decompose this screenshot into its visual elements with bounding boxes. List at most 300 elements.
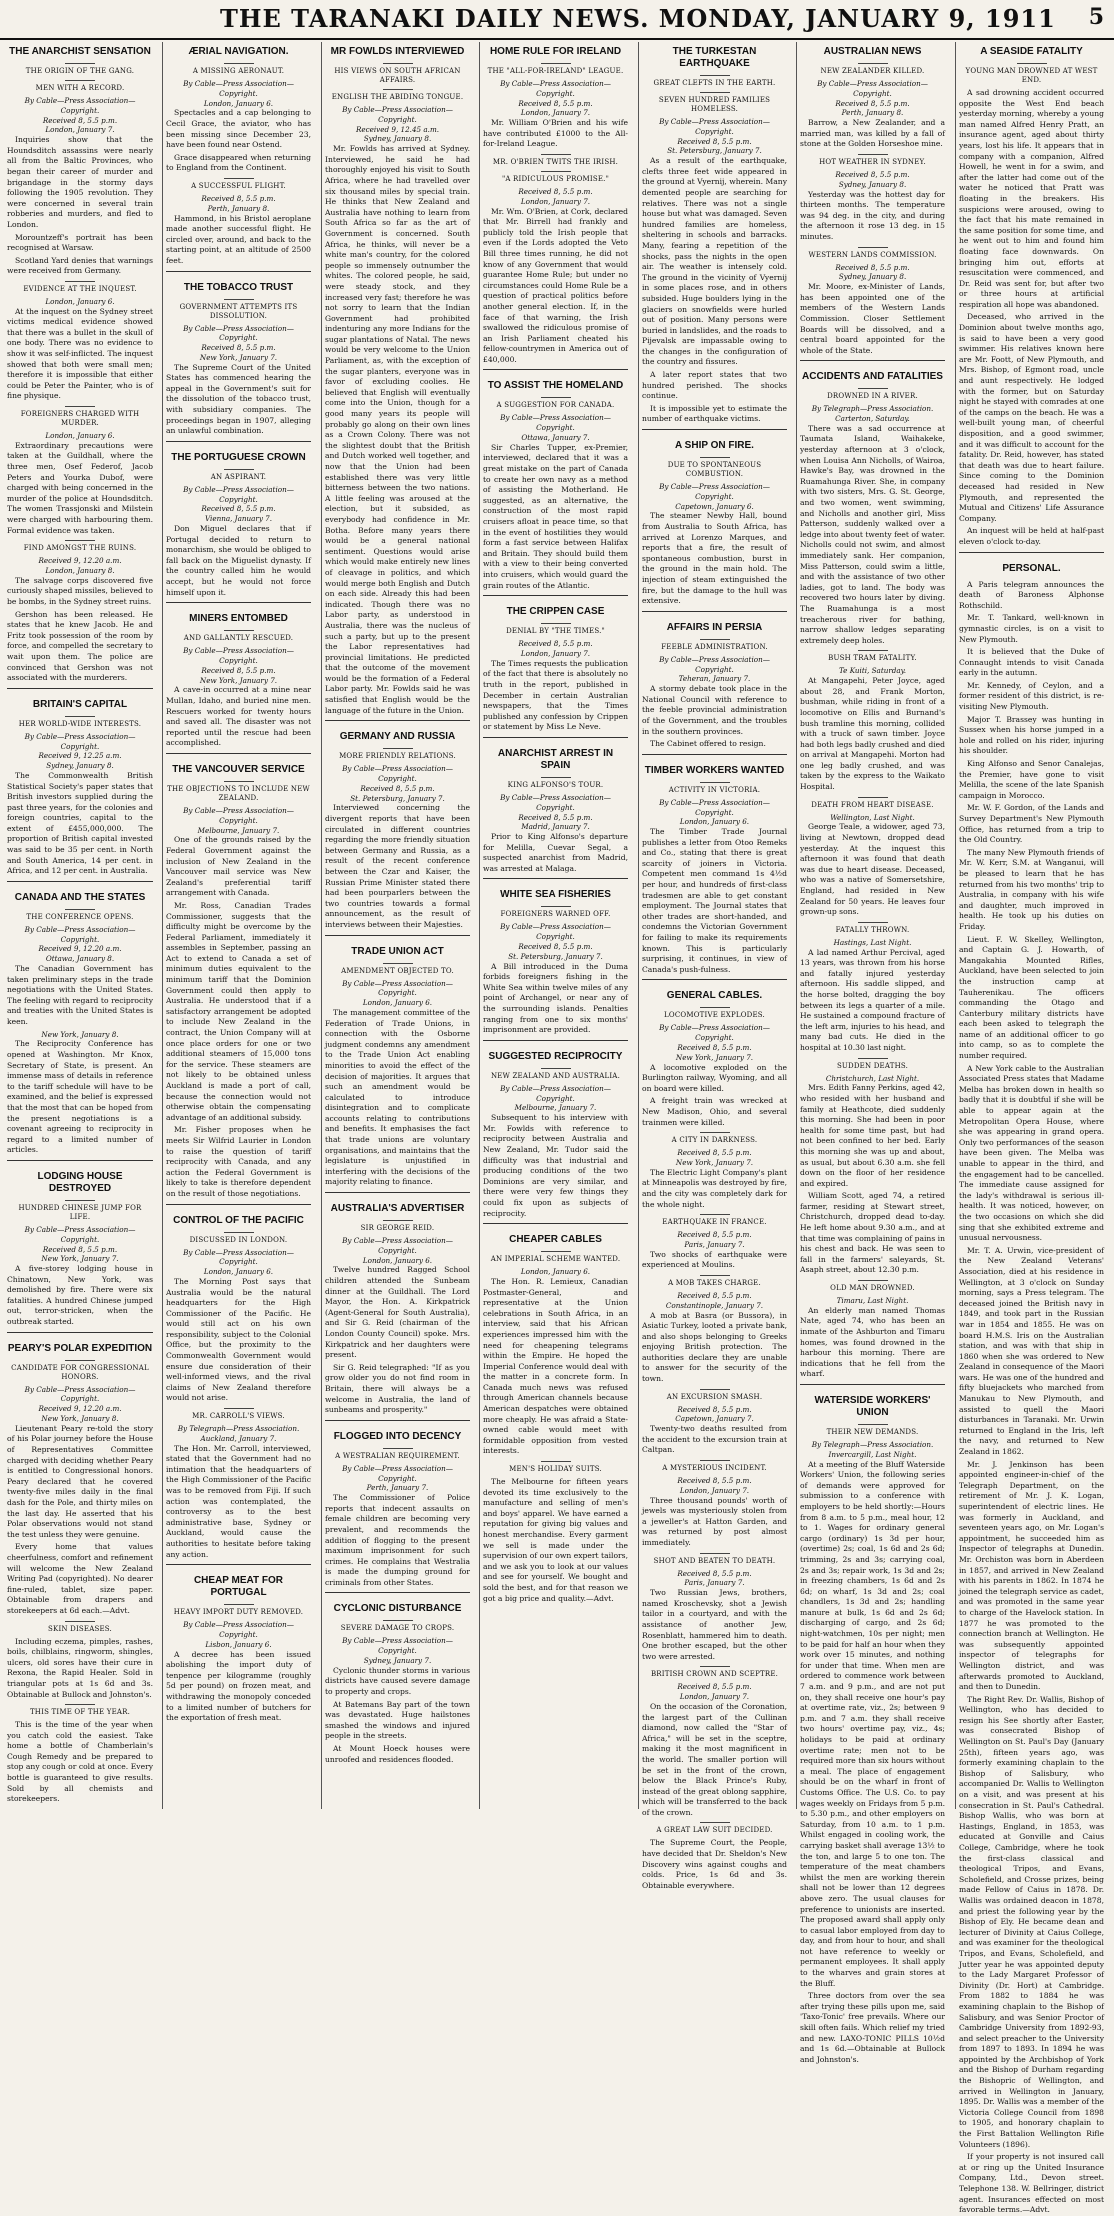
article-paragraph: Lieutenant Peary re-told the story of his Polar journey before the House of Representatives Committee charged with deciding whether Peary is entitled to Congressional honors. Peary declared that he covered twenty-five miles daily in the final dash for the Pole, and thirty miles on the last day. He asserted that his Polar observations would not stand the test unless they were genuine. <box>7 1423 153 1539</box>
article-dateline: By Cable—Press Association—Copyright. <box>659 1023 770 1043</box>
article-dateline: Received 8, 5.5 p.m. <box>835 98 910 108</box>
article-headline: PEARY'S POLAR EXPEDITION <box>7 1342 153 1354</box>
article-paragraph: A five-storey lodging house in Chinatown, New York, was demolished by fire. There were six fatalities. A hundred Chinese jumped out, terror-stricken, when the outbreak started. <box>7 1264 153 1327</box>
article-paragraph: The Electric Light Company's plant at Minneapolis was destroyed by fire, and the city was completely dark for the whole night. <box>642 1167 787 1209</box>
article-subheading: DISCUSSED IN LONDON. <box>166 1232 311 1245</box>
article <box>325 1192 470 1416</box>
article-paragraph: As a result of the earthquake, clefts three feet wide appeared in the ground at Vyernij, wherein. Many demented people are searching for relatives. There was not a single house but what was damaged. Seven hundred families are homeless, sheltering in schools and barracks. Many, fearing a repetition of the shocks, pass the nights in the open air. The weather is intensely cold. The ground in the vicinity of Vyernij in some places rose, and in others subsided. Huge boulders lying in the glaciers on snowfields were hurled out of position. Many persons were buried in landslides, and the roads to Pijevalsk are impassable owing to the changes in the configuration of the country and fissures. <box>642 156 787 367</box>
article-headline: TIMBER WORKERS WANTED <box>644 764 785 776</box>
page-number: 5 <box>1088 4 1104 30</box>
article-paragraph: Don Miguel declares that if Portugal decided to return to monarchism, she would be obliged to fall back on the Miguelist dynasty. If the country called him he would accept, but he would not force himself upon it. <box>166 524 311 597</box>
article-subheading: THE OBJECTIONS TO INCLUDE NEW ZEALAND. <box>166 781 311 803</box>
article-paragraph: The Morning Post says that Australia would be the natural headquarters for the High Commissioner of the Pacific. He would still act on his own responsibility, subject to the Colonial Office, but the proximity to the Commonwealth Government would ensure due consideration of their well-informed views, and the rival claims of New Zealand therefore would not arise. <box>166 1276 311 1403</box>
article-dateline: London, January 7. <box>679 1485 750 1495</box>
article-dateline: Carterton, Saturday. <box>835 414 910 424</box>
article-dateline: London, January 6. <box>203 1267 274 1277</box>
article-dateline: Constantinople, January 7. <box>665 1300 764 1310</box>
article-dateline: By Cable—Press Association—Copyright. <box>183 646 294 665</box>
article-headline: THE TOBACCO TRUST <box>183 281 294 293</box>
article-dateline: Sydney, January 8. <box>838 272 907 282</box>
article-paragraph: An inquest will be held at half-past eleven o'clock to-day. <box>959 526 1104 546</box>
article <box>166 753 311 1200</box>
article-subheading: GREAT CLEFTS IN THE EARTH. <box>642 75 787 88</box>
article-dateline: New York, January 7. <box>675 1157 754 1167</box>
article <box>483 46 628 365</box>
article <box>800 360 945 1380</box>
article-subheading: AND GALLANTLY RESCUED. <box>166 630 311 643</box>
article-subheading: EVIDENCE AT THE INQUEST. <box>7 281 153 294</box>
article-paragraph: Twenty-two deaths resulted from the accident to the excursion train at Caltpan. <box>642 1424 787 1455</box>
article-paragraph: Major T. Brassey was hunting in Sussex when his horse jumped in a hole and rolled on his rider, injuring his shoulder. <box>959 714 1104 756</box>
article-dateline: New York, January 7. <box>199 675 278 685</box>
article <box>959 552 1104 2216</box>
article-dateline: Paris, January 7. <box>684 1239 745 1249</box>
article-dateline: Received 8, 5.5 p.m. <box>677 1682 752 1692</box>
article-paragraph: Sir G. Reid telegraphed: "If as you grow older you do not find room in Britain, there will always be a welcome in Australia, the land of sunbeams and prosperity." <box>325 1362 470 1415</box>
article-paragraph: At Mangapehi, Peter Joyce, aged about 28, and Frank Morton, bushman, while riding in front of a locomotive on Ellis and Burnand's bush tramline this morning, collided with a truck of sawn timber. Joyce had both legs badly crushed and died on arrival at Mangapehi. Morton had one leg badly crushed, and was taken by the express to the Waikato Hospital. <box>800 676 945 792</box>
article-dateline: New York, January 7. <box>675 1052 754 1062</box>
article-paragraph: Morountzeff's portrait has been recognised at Warsaw. <box>7 232 153 253</box>
article-paragraph: Every home that values cheerfulness, comfort and refinement will welcome the New Zealand Writing Pad (copyrighted). No dearer fine-ruled, tablet, size paper. Obtainable from drapers and storekeepers at 6d each.—Advt. <box>7 1542 153 1615</box>
article-paragraph: Mrs. Edith Fanny Perkins, aged 42, who resided with her husband and family at Heathcote, died suddenly this morning. She had been in poor health for some time past, but had not been confined to her bed. Early this morning she was up and about, as usual, but about 6.30 a.m. she fell down on the floor of her residence and expired. <box>800 1083 945 1188</box>
article-subheading: NEW ZEALAND AND AUSTRALIA. <box>483 1068 628 1081</box>
article-headline: CONTROL OF THE PACIFIC <box>173 1214 304 1226</box>
column-7 <box>955 42 1107 2215</box>
article-subheading: HOT WEATHER IN SYDNEY. <box>800 154 945 167</box>
article-paragraph: A New York cable to the Australian Associated Press states that Madame Melba has broken down in health so badly that it is doubtful if she will be able to appear again at the Metropolitan Opera House, where she was appearing in grand opera. Only two performances of the season have been given. The Melba was unable to appear in the third, and the engagement had to be cancelled. The immediate cause assigned for the lady's withdrawal is serious ill-health. It was noticed, however, on the two occasions on which she did sing that she exhibited extreme and unusual nervousness. <box>959 1063 1104 1243</box>
article-subheading: SEVEN HUNDRED FAMILIES HOMELESS. <box>642 92 787 114</box>
article-dateline: Sydney, January 8. <box>363 134 432 144</box>
article <box>483 1223 628 1604</box>
article-subheading: HER WORLD-WIDE INTERESTS. <box>7 716 153 729</box>
article-dateline: Ottawa, January 7. <box>521 433 590 443</box>
article-dateline: Capetown, January 6. <box>675 501 754 511</box>
article-paragraph: Gershon has been released. He states that he knew Jacob. He and Fritz took possession of the room by force, and compelled the secretary to wait upon them. The police are convinced that Gershon was not associated with the murderers. <box>7 609 153 683</box>
article-paragraph: Mr. Kennedy, of Ceylon, and a former resident of this district, is re-visiting New Plymouth. <box>959 680 1104 712</box>
article-subheading: SIR GEORGE REID. <box>325 1220 470 1233</box>
article-subheading: MEN WITH A RECORD. <box>7 80 153 93</box>
article-headline: CHEAP MEAT FOR PORTUGAL <box>193 1575 284 1599</box>
article-headline: THE VANCOUVER SERVICE <box>172 763 305 775</box>
article <box>483 595 628 733</box>
article-subheading: ENGLISH THE ABIDING TONGUE. <box>325 89 470 102</box>
article-headline: THE CRIPPEN CASE <box>506 606 605 618</box>
article-paragraph: Prior to King Alfonso's departure for Melilla, Cuevar Segal, a suspected anarchist from Madrid, was arrested at Malaga. <box>483 832 628 873</box>
article-dateline: St. Petersburg, January 7. <box>508 951 603 961</box>
article <box>325 1420 470 1589</box>
article-subheading: HUNDRED CHINESE JUMP FOR LIFE. <box>7 1200 153 1222</box>
article-dateline: Received 8, 5.5 p.m. <box>677 136 752 146</box>
article-dateline: Sydney, January 8. <box>46 761 114 771</box>
article <box>325 720 470 930</box>
article-dateline: Received 8, 5.5 p.m. <box>518 186 593 196</box>
article-paragraph: This is the time of the year when you catch cold the easiest. Take home a bottle of Chamberlain's Cough Remedy and be prepared to stop any cough or cold at once. Every bottle is guaranteed to give results. Sold by all chemists and storekeepers. <box>7 1720 153 1804</box>
article-dateline: Sydney, January 7. <box>363 1656 432 1666</box>
article-paragraph: Including eczema, pimples, rashes, boils, chilblains, ringworm, shingles, ulcers, old sores have their cure in Rexona, the Rapid Healer. Sold in triangular pots at 1s 6d and 3s. Obtainable at Bullock and Johnston's. <box>7 1636 153 1699</box>
article-paragraph: There was a sad occurrence at Taumata Island, Waihakeke, yesterday afternoon at 3 o'clock, when Louisa Ann Nicholls, of Wairoa, Hawke's Bay, was drowned in the Ruamahunga River. She, in company with two sisters, Mrs. G. St. George, and two women, went swimming, and Nicholls and another girl, Miss Patterson, suddenly walked over a ledge into about twenty feet of water. Nicholls could not swim, and almost immediately sank. Her companion, Miss Patterson, could swim a little, and with the assistance of two other ladies, got to land. The body was recovered two hours later by diving. The Ruamahunga is a most treacherous river for bathing, narrow shallow ledges separating extremely deep holes. <box>800 423 945 645</box>
article-paragraph: The Cabinet offered to resign. <box>650 739 766 749</box>
article-paragraph: King Alfonso and Senor Canalejas, the Premier, have gone to visit Melilla, the scene of the late Spanish campaign in Morocco. <box>959 759 1104 800</box>
article-paragraph: A later report states that two hundred perished. The shocks continue. <box>642 370 787 401</box>
article-subheading: WESTERN LANDS COMMISSION. <box>800 247 945 260</box>
article-dateline: By Cable—Press Association—Copyright. <box>342 978 453 998</box>
article-dateline: Melbourne, January 7. <box>197 825 280 835</box>
article-subheading: A CITY IN DARKNESS. <box>642 1132 787 1145</box>
article-paragraph: A sad drowning accident occurred opposite the West End beach yesterday morning, whereby a young man named Alfred Henry Pratt, an insurance agent, aged about thirty years, lost his life. It appears that in company with a companion, Alfred Howell, he went in for a swim, and after the latter had come out of the water he noticed that Pratt was floating in the breakers. His suspicions were aroused, owing to the fact that his mate remained in the same position for some time, and he went out to him and found him floating face downwards. On bringing him out, efforts at resuscitation were commenced, and Dr. Reid was sent for, but after two or three hours at artificial respiration all hope was abandoned. <box>959 88 1104 309</box>
article-paragraph: Subsequent to his interview with Mr. Fowlds with reference to reciprocity between Australia and New Zealand, Mr. Tudor said the difficulty was that industrial and producing conditions of the two Dominions are very similar, and there were very few things they could fix upon as subjects of reciprocity. <box>483 1113 628 1218</box>
article-dateline: Sydney, January 8. <box>838 179 907 189</box>
article-subheading: EARTHQUAKE IN FRANCE. <box>642 1214 787 1227</box>
article-dateline: Received 8, 5.5 p.m. <box>42 115 118 125</box>
article-headline: FLOGGED INTO DECENCY <box>333 1430 462 1442</box>
article-headline: THE TURKESTAN EARTHQUAKE <box>672 46 757 69</box>
article-subheading: A MOB TAKES CHARGE. <box>642 1275 787 1288</box>
article-paragraph: Hammond, in his Bristol aeroplane made another successful flight. He circled over, around, and back to the starting point, at an altitude of 2500 feet. <box>166 213 311 265</box>
article <box>800 1384 945 2065</box>
article-subheading: THEIR NEW DEMANDS. <box>800 1424 945 1437</box>
article-paragraph: On the occasion of the Coronation, the largest part of the Cullinan diamond, now called the "Star of Africa," will be set in the sceptre, making it the most magnificent in the world. The smaller portion will be set in the front of the crown, below the Black Prince's Ruby, instead of the great oblong sapphire, which will be transferred to the back of the crown. <box>642 1701 787 1817</box>
article-dateline: By Cable—Press Association—Copyright. <box>183 484 294 504</box>
article-dateline: Perth, January 8. <box>841 108 904 118</box>
article-dateline: New York, January 8. <box>41 1029 119 1039</box>
article-headline: ACCIDENTS AND FATALITIES <box>802 371 943 383</box>
newspaper-title: THE TARANAKI DAILY NEWS. MONDAY, JANUARY 9, 1911 <box>220 4 1056 33</box>
article-subheading: THE CONFERENCE OPENS. <box>7 909 153 922</box>
article-dateline: Received 8, 5.5 p.m. <box>835 169 910 179</box>
article-subheading: BUSH TRAM FATALITY. <box>800 650 945 663</box>
article-dateline: By Cable—Press Association—Copyright. <box>817 79 928 98</box>
article-paragraph: Barrow, a New Zealander, and a married man, was killed by a fall of stone at the Golden Horseshoe mine. <box>800 118 945 149</box>
column-6 <box>796 42 948 2064</box>
newspaper-columns <box>0 42 1114 2215</box>
article-dateline: Received 8, 5.5 p.m. <box>677 1404 752 1414</box>
column-2 <box>162 42 314 1809</box>
article-paragraph: A locomotive exploded on the Burlington railway, Wyoming, and all on board were killed. <box>642 1062 787 1093</box>
article-subheading: GOVERNMENT ATTEMPTS ITS DISSOLUTION. <box>166 299 311 321</box>
article-paragraph: Spectacles and a cap belonging to Cecil Grace, the aviator, who has been missing since December 23, have been found near Ostend. <box>166 108 311 150</box>
article-headline: GENERAL CABLES. <box>666 990 763 1002</box>
article-subheading: CANDIDATE FOR CONGRESSIONAL HONORS. <box>7 1360 153 1382</box>
article-paragraph: Cyclonic thunder storms in various districts have caused severe damage to property and crops. <box>325 1665 470 1697</box>
article-subheading: SEVERE DAMAGE TO CROPS. <box>325 1620 470 1633</box>
article-paragraph: A mob at Basra (or Bussora), in Asiatic Turkey, looted a private bank, and also shops belonging to Greeks enjoying British protection. The authorities declare they are unable to answer for the security of the town. <box>642 1310 787 1384</box>
article <box>642 429 787 607</box>
article-headline: THE PORTUGUESE CROWN <box>171 451 306 463</box>
article-subheading: MORE FRIENDLY RELATIONS. <box>325 748 470 761</box>
column-4 <box>479 42 631 1809</box>
article-paragraph: Lieut. F. W. Skelley, Wellington, and Captain G. J. Howarth, of Mangakahia Mounted Rifles, Auckland, have been selected to join the instruction camp at Tauherenikau. The officers commanding the Otago and Canterbury military districts have each been asked to telegraph the name of an additional officer to go into camp, so as to complete the number required. <box>959 934 1104 1061</box>
article-paragraph: The Hon. R. Lemieux, Canadian Postmaster-General, and representative at the Union celebrations in South Africa, in an interview, said that his African experiences impressed him with the need for cheapening telegrams within the Empire. He hoped the Imperial Conference would deal with the matter in a concrete form. In Canada much news was refused through American channels because American despatches were obtained more cheaply. He was afraid a State-owned cable would meet with formidable opposition from vested interests. <box>483 1276 628 1456</box>
article-subheading: A MYSTERIOUS INCIDENT. <box>642 1460 787 1473</box>
article <box>166 1564 311 1724</box>
article <box>7 46 153 684</box>
article-dateline: By Cable—Press Association—Copyright. <box>342 105 453 124</box>
article-paragraph: The Right Rev. Dr. Wallis, Bishop of Wellington, who has decided to resign his See shortly after Easter, was consecrated Bishop of Wellington on St. Paul's Day (January 25th), fifteen years ago, was formerly examining chaplain to the Bishop of Salisbury, who accompanied Dr. Wallis to Wellington on a visit, and was present at his consecration in St. Paul's Cathedral. Bishop Wallis, who was born at Hastings, England, in 1853, was educated at Gonville and Caius College, Cambridge, where he took the first-class classical and theological Tripos, and Evans, Scholefield, and Crosse prizes, being made Fellow of Caius in 1878. Dr. Wallis was ordained deacon in 1878, and priest the following year by the Bishop of Ely. He became dean and lecturer of Divinity at Caius College, and was examiner for the theological Tripos, and Evans, Scholefield, and Jutter year he was appointed deputy to the Lady Margaret Professor of Divinity (Dr. Hort) at Cambridge. From 1882 to 1884 he was examining chaplain to the Bishop of Salisbury, and was Senior Proctor of Cambridge University from 1892-93, and select preacher to the University from 1897 to 1893. In 1894 he was appointed by the Archbishop of York and the Bishop of Durham regarding the Bishopric of Wellington, and arrived in Wellington in January, 1895. Dr. Wallis was a member of the Victoria College Council from 1898 to 1905, and honorary chaplain to the First Battalion Wellington Rifle Volunteers (1896). <box>959 1694 1104 2149</box>
article-dateline: New York, January 7. <box>41 1254 119 1264</box>
article-dateline: St. Petersburg, January 7. <box>350 793 445 803</box>
article-headline: TRADE UNION ACT <box>351 945 444 957</box>
article-paragraph: Mr. Fisher proposes when he meets Sir Wilfrid Laurier in London to raise the question of tariff reciprocity with Canada, and any action the Federal Government is likely to take is therefore dependent on the result of those negotiations. <box>166 1125 311 1198</box>
article-headline: GERMANY AND RUSSIA <box>339 731 456 743</box>
article <box>7 1332 153 1805</box>
article-dateline: New York, January 8. <box>41 1414 119 1424</box>
article-headline: MR FOWLDS INTERVIEWED <box>330 46 465 57</box>
article-subheading: DROWNED IN A RIVER. <box>800 388 945 401</box>
article-dateline: Received 8, 5.5 p.m. <box>835 262 910 272</box>
article-paragraph: William Scott, aged 74, a retired farmer, residing at Stewart street, Christchurch, dropped dead to-day. He left home about 9.30 a.m., and at that time was complaining of pains in his chest and back. He was seen to fall in the farmers' saleyards, St. Asaph street, about 12.30 p.m. <box>800 1191 945 1275</box>
article-subheading: HEAVY IMPORT DUTY REMOVED. <box>166 1604 311 1617</box>
article-paragraph: The Hon. Mr. Carroll, interviewed, stated that the Government had no intimation that the headquarters of the High Commissioner of the Pacific was to be removed from Fiji. If such action was contemplated, the controversy as to the best administrative base, Sydney or Auckland, would cause the authorities to hesitate before taking any action. <box>166 1443 311 1559</box>
article-paragraph: Mr. Ross, Canadian Trades Commissioner, suggests that the difficulty might be overcome by the Federal Parliament, immediately it assembles in September, passing an Act to extend to Canada a set of minimum duties equivalent to the minimum tariff that the Dominion Government could then apply to Australia. He understood that if a satisfactory arrangement be adopted to include New Zealand in the contract, the Union Company will at once place orders for one or two additional steamers of 15,000 tons for the service. These steamers are not likely to be obtained unless Auckland is made a port of call, because the connection would not otherwise obtain the compensating advantage of an additional subsidy. <box>166 900 311 1122</box>
article-dateline: By Telegraph—Press Association. <box>811 1439 934 1449</box>
article-paragraph: At Mount Hoeck houses were unroofed and residences flooded. <box>325 1744 470 1764</box>
article-paragraph: The Reciprocity Conference has opened at Washington. Mr Knox, Secretary of State, is present. An immense mass of details in reference to the tariff schedule will have to be examined, and the belief is expressed that the most that can be hoped from the present negotiations is a covenant agreeing to reciprocity in regard to a limited number of articles. <box>7 1039 153 1155</box>
article-subheading: FIND AMONGST THE RUINS. <box>7 540 153 553</box>
article-dateline: London, January 7. <box>520 108 591 118</box>
article-paragraph: At the inquest on the Sydney street victims medical evidence showed that there was a bullet in the skull of one body. There was no evidence to show it was self-inflicted. The inquest showed that both were small men; therefore it is impossible that either could be Peter the Painter, who is of fine physique. <box>7 306 153 401</box>
article-dateline: London, January 7. <box>679 1692 750 1702</box>
article-subheading: FEEBLE ADMINISTRATION. <box>642 639 787 652</box>
article-subheading: ACTIVITY IN VICTORIA. <box>642 782 787 795</box>
article-paragraph: Mr. Moore, ex-Minister of Lands, has been appointed one of the members of the Western Lands Commission. Closer Settlement Boards will be dissolved, and a central board appointed for the whole of the State. <box>800 282 945 355</box>
article-subheading: A GREAT LAW SUIT DECIDED. <box>642 1822 787 1835</box>
article-paragraph: An elderly man named Thomas Nate, aged 74, who has been an inmate of the Ashburton and Timaru homes, was found drowned in the harbour this morning. There are indications that he fell from the wharf. <box>800 1305 945 1379</box>
article-paragraph: Interviewed concerning the divergent reports that have been circulated in different countries regarding the more friendly situation between Germany and Russia, as a result of the recent conference between the Czar and Kaiser, the Russian Prime Minister stated there had been pourparlers between the two countries towards a formal announcement, as the result of interviews between their Majesties. <box>325 803 470 929</box>
article-paragraph: Extraordinary precautions were taken at the Guildhall, where the three men, Osef Federof, Jacob Peters and Yourka Dubof, were charged with being concerned in the murder of the police at Houndsditch. The women Trassjonski and Milstein were charged with harbouring them. Formal evidence was taken. <box>7 440 153 535</box>
article-headline: CHEAPER CABLES <box>509 1234 602 1246</box>
article-dateline: Timaru, Last Night. <box>836 1296 909 1306</box>
article-paragraph: A freight train was wrecked at New Madison, Ohio, and several trainmen were killed. <box>642 1096 787 1127</box>
masthead <box>0 0 1114 40</box>
article-headline: TO ASSIST THE HOMELAND <box>487 380 624 392</box>
article <box>7 881 153 1156</box>
article-dateline: Auckland, January 7. <box>200 1433 277 1443</box>
article <box>325 935 470 1188</box>
article-dateline: London, January 6. <box>362 1255 433 1265</box>
article-dateline: Received 8, 5.5 p.m. <box>518 639 593 649</box>
article-dateline: Wellington, Last Night. <box>830 812 915 822</box>
article-subheading: BRITISH CROWN AND SCEPTRE. <box>642 1666 787 1679</box>
article-dateline: By Cable—Press Association—Copyright. <box>183 1247 294 1267</box>
article-subheading: "A RIDICULOUS PROMISE." <box>483 171 628 184</box>
article-paragraph: The salvage corps discovered five curiously shaped missiles, believed to be bombs, in the Sydney street ruins. <box>7 575 153 606</box>
article-subheading: OLD MAN DROWNED. <box>800 1280 945 1293</box>
article-dateline: Invercargill, Last Night. <box>828 1449 917 1459</box>
article <box>483 737 628 875</box>
article-paragraph: Mr. Fowlds has arrived at Sydney. Interviewed, he said he had thoroughly enjoyed his visit to South Africa, where he had travelled over six thousand miles by special train. He thinks that New Zealand and Australia have nothing to learn from South Africa so far as the art of Government is concerned. South Africa, he thinks, will never be a white man's country, for the colored people so immensely outnumber the whites. The colored people, he said, were steady stock, and they increased very fast; therefore he was not sorry to learn that the Indian Government had prohibited indenturing any more Indians for the sugar plantations of Natal. The news would be very welcome to the Union Parliament, as, with the exception of the sugar planters, everyone was in favor of excluding coolies. He believed that English will eventually come into the Union, though for a good many years its people will probably go along on their own lines as a Crown Colony. There was not the slightest doubt that the British and Dutch worked well together, and now that the Union had been established there was very little bitterness between the two nations. A little feeling was aroused at the election, but it subsided, as everybody had confidence in Mr. Botha. Before many years there would be a general national sentiment. Questions would arise which would make entirely new lines of cleavage in politics, and which would merge both English and Dutch on each side. Already this had been indicated. Though there was no Labor party, as understood in Australia, there was the nucleus of such a party, but up to the present the Labor representatives had provincial limitations. He predicted that the outcome of the movement would be the formation of a Federal Labor party. Mr. Fowlds said he was satisfied that English would be the language of the future in the Union. <box>325 144 470 715</box>
article-subheading: AN IMPERIAL SCHEME WANTED. <box>483 1251 628 1264</box>
article <box>959 46 1104 548</box>
article <box>166 271 311 437</box>
article-dateline: Received 8, 5.5 p.m. <box>201 665 276 675</box>
article-headline: AFFAIRS IN PERSIA <box>666 621 763 633</box>
column-1 <box>4 42 156 1809</box>
column-3 <box>321 42 473 1809</box>
article <box>642 979 787 1891</box>
article-dateline: Perth, January 7. <box>366 1483 429 1493</box>
article-subheading: MR. O'BRIEN TWITS THE IRISH. <box>483 154 628 167</box>
article-dateline: Received 8, 5.5 p.m. <box>518 812 593 822</box>
article-dateline: Received 8, 5.5 p.m. <box>201 193 276 203</box>
article-dateline: By Cable—Press Association—Copyright. <box>500 922 611 942</box>
article-dateline: Received 8, 5.5 p.m. <box>677 1043 752 1053</box>
article <box>325 1592 470 1765</box>
article-dateline: London, January 6. <box>362 998 433 1008</box>
article-dateline: Te Kuiti, Saturday. <box>838 666 907 676</box>
article-dateline: Ottawa, January 8. <box>45 954 115 964</box>
article-dateline: Received 8, 5.5 p.m. <box>201 343 276 353</box>
article-paragraph: It is believed that the Duke of Connaught intends to visit Canada early in the autumn. <box>959 647 1104 678</box>
article <box>642 46 787 425</box>
article-dateline: By Cable—Press Association—Copyright. <box>342 1463 453 1483</box>
article-dateline: By Cable—Press Association—Copyright. <box>342 1636 453 1656</box>
article-headline: LODGING HOUSE DESTROYED <box>37 1170 123 1194</box>
article-paragraph: The steamer Newby Hall, bound from Australia to South Africa, has arrived at Lorenzo Marques, and reports that a fire, the result of spontaneous combustion, burst in the ground in the main hold. The injection of steam extinguished the fire, but the damage to the hull was extensive. <box>642 511 787 606</box>
article-dateline: London, January 7. <box>45 125 115 135</box>
article-dateline: Received 9, 12.20 a.m. <box>38 1404 122 1414</box>
article-dateline: Received 8, 5.5 p.m. <box>677 1230 752 1240</box>
article-paragraph: Inquiries show that the Houndsditch assassins were nearly all from the Baltic Provinces, who began their career of murder and brigandage in the stormy days following the 1905 revolution. They were concerned in several train robberies and murders, and fled to London. <box>7 135 153 229</box>
article-paragraph: Two shocks of earthquake were experienced at Moulins. <box>642 1249 787 1270</box>
article-dateline: By Cable—Press Association—Copyright. <box>183 1620 294 1639</box>
article-dateline: By Cable—Press Association—Copyright. <box>342 1236 453 1255</box>
article-dateline: By Cable—Press Association—Copyright. <box>659 797 770 817</box>
article-dateline: By Cable—Press Association—Copyright. <box>500 413 611 433</box>
article-subheading: SHOT AND BEATEN TO DEATH. <box>642 1553 787 1566</box>
article-dateline: By Cable—Press Association—Copyright. <box>183 79 294 98</box>
article-dateline: Paris, January 7. <box>684 1578 745 1588</box>
article-headline: BRITAIN'S CAPITAL <box>32 698 128 710</box>
article-headline: PERSONAL. <box>1002 562 1061 574</box>
article-dateline: Received 8, 5.5 p.m. <box>518 98 593 108</box>
article-subheading: MR. CARROLL'S VIEWS. <box>166 1408 311 1421</box>
article-dateline: By Cable—Press Association—Copyright. <box>24 1384 136 1404</box>
article-dateline: St. Petersburg, January 7. <box>667 146 762 156</box>
article-dateline: Received 8, 5.5 p.m. <box>518 942 593 952</box>
article-paragraph: A lad named Arthur Percival, aged 13 years, was thrown from his horse and fatally injured yesterday afternoon. His saddle slipped, and the horse bolted, dragging the boy between its legs a quarter of a mile. He sustained a compound fracture of the left arm, injuries to his head, and many bad cuts. He died in the hospital at 10.30 last night. <box>800 947 945 1052</box>
article-dateline: London, January 6. <box>45 296 115 306</box>
article-dateline: London, January 7. <box>520 196 591 206</box>
article-paragraph: Mr. J. Jenkinson has been appointed engineer-in-chief of the Telegraph Department, on the retirement of Mr. J. K. Logan, superintendent of electric lines. He was formerly in Auckland, and seventeen years ago, on Mr. Logan's appointment, he succeeded him as Inspector of telegraphs at Dunedin. Mr. Orchiston was born in Aberdeen in 1857, and arrived in New Zealand with his parents in 1862. In 1874 he joined the telegraph service as cadet, and was promoted in the same year to charge of the Havelock station. In 1877 he was promoted to the connection branch at Wellington. He was subsequently appointed inspector of telegraphs for Wellington district, and was afterwards promoted to Auckland, and then to Dunedin. <box>959 1459 1104 1692</box>
article-dateline: By Cable—Press Association—Copyright. <box>183 323 294 343</box>
article-dateline: By Cable—Press Association—Copyright. <box>24 96 136 115</box>
article <box>483 878 628 1035</box>
article-dateline: Christchurch, Last Night. <box>825 1073 920 1083</box>
article-dateline: London, January 6. <box>679 817 750 827</box>
article-dateline: London, January 6. <box>45 431 115 441</box>
article-subheading: NEW ZEALANDER KILLED. <box>800 63 945 76</box>
article-dateline: Hastings, Last Night. <box>833 937 912 947</box>
article-headline: AUSTRALIAN NEWS <box>823 46 922 57</box>
article <box>166 1204 311 1561</box>
article-dateline: By Cable—Press Association—Copyright. <box>24 1224 136 1244</box>
article-headline: AUSTRALIA'S ADVERTISER <box>330 1203 465 1215</box>
article-paragraph: At Batemans Bay part of the town was devastated. Huge hailstones smashed the windows and injured people in the streets. <box>325 1699 470 1741</box>
article-paragraph: A cave-in occurred at a mine near Mullan, Idaho, and buried nine men. Rescuers worked for twenty hours and saved all. The disaster was not reported until the rescue had been accomplished. <box>166 685 311 748</box>
article-dateline: Received 9, 12.20 a.m. <box>38 556 122 566</box>
article-paragraph: The many New Plymouth friends of Mr. W. Kerr, S.M. at Wanganui, will be pleased to learn that he has returned from his two months' trip to Australia, in company with his wife and daughter, much improved in health. He took up his duties on Friday. <box>959 847 1104 931</box>
article-subheading: LOCOMOTIVE EXPLODES. <box>642 1007 787 1020</box>
article-headline: ANARCHIST ARREST IN SPAIN <box>497 747 614 771</box>
article-subheading: SUDDEN DEATHS. <box>800 1058 945 1071</box>
article <box>166 602 311 749</box>
article-paragraph: The Commonwealth British Statistical Society's paper states that British investors supplied during the past three years, for the colonies and foreign countries, capital to the extent of £455,000,000. The proportion of British capital invested was said to be 35 per cent. in North and South America, 14 per cent. in Africa, and 12 per cent. in Australia. <box>7 770 153 876</box>
article <box>166 441 311 598</box>
article-paragraph: Three thousand pounds' worth of jewels was mysteriously stolen from a jeweller's at Hatton Garden, and was returned by post almost immediately. <box>642 1495 787 1548</box>
article-paragraph: The Commissioner of Police reports that indecent assaults on female children are becoming very prevalent, and recommends the addition of flogging to the present maximum imprisonment for such crimes. He complains that Westralia is made the dumping ground for criminals from other States. <box>325 1493 470 1587</box>
article-paragraph: Sir Charles Tupper, ex-Premier, interviewed, declared that it was a great mistake on the part of Canada to create her own navy as a method of assisting the Motherland. He suggested, as an alternative, the construction of the most rapid cruisers afloat in peace time, so that in the event of hostilities they would form a fast service between Halifax and Britain. They should build them with a view to their being converted into cruisers, which would guard the grain routes of the Atlantic. <box>483 442 628 590</box>
article-dateline: Received 9, 12.25 a.m. <box>38 751 122 761</box>
article-headline: ÆRIAL NAVIGATION. <box>188 46 289 57</box>
article-paragraph: The Supreme Court, the People, have decided that Dr. Sheldon's New Discovery wins against coughs and colds. Price, 1s 6d and 3s. Obtainable everywhere. <box>642 1838 787 1890</box>
article-dateline: Madrid, January 7. <box>521 822 590 832</box>
article-dateline: Received 8, 5.5 p.m. <box>42 1244 118 1254</box>
article-dateline: Vienna, January 7. <box>204 514 273 524</box>
article-subheading: AMENDMENT OBJECTED TO. <box>325 963 470 976</box>
column-5 <box>638 42 790 1890</box>
article-subheading: HIS VIEWS ON SOUTH AFRICAN AFFAIRS. <box>325 63 470 85</box>
article-paragraph: The Times requests the publication of the fact that there is absolutely no truth in the report, published in December in certain Australian newspapers, that the Times published any confession by Crippen or statement by Miss Le Neve. <box>483 658 628 732</box>
article-dateline: Received 8, 5.5 p.m. <box>677 1568 752 1578</box>
article <box>7 1160 153 1328</box>
article-headline: A SEASIDE FATALITY <box>980 46 1083 57</box>
article-subheading: A SUCCESSFUL FLIGHT. <box>166 178 311 191</box>
article <box>483 1040 628 1219</box>
article-paragraph: At a meeting of the Bluff Waterside Workers' Union, the following series of demands were approved for submission to a conference with employers to be held shortly:—Hours from 8 a.m. to 5 p.m., meal hour, 12 to 1. Wages for ordinary general cargo (ordinary) 1s 3d per hour, (overtime) 2s; coal, 1s 6d and 2s 6d; trimming, 2s and 3s; carrying coal, 2s and 3s; repair work, 1s 3d and 2s; in freezing chambers, 1s 6d and 2s 6d; on wharf, 1s 3d and 2s; coal chandlers, 1s 3d and 2s; handling manure at bulk, 1s 6d and 2s 6d; discharging of cargo, and 2s 6d; night-watchmen, 10s per night; men to be paid for half an hour when they work over 15 minutes, and nothing for under that time. When men are ordered to commence work between 7 a.m. and 9 p.m., and are not put on, they shall receive one hour's pay at overtime rate, viz., 2s; between 9 p.m. and 7 a.m. they shall receive two hours' overtime pay, viz., 4s; holidays to be paid at ordinary overtime rate; men not to be required more than six hours without a meal. The place of engagement should be on the wharf in front of Customs Office. The U.S. Co. to pay wages weekly on Fridays from 5 p.m. to 5.30 p.m., and other employers on Saturday, from 10 a.m. to 1 p.m. Whilst engaged in cooling work, the carrying basket shall average 13½ to the ton, and large 5 to one ton. The temperature of the meat chambers whilst the men are working therein shall not be lower than 12 degrees above zero. The usual clauses for preference to unionists are inserted. The proposed award shall apply only to casual labor employed from day to day, and from hour to hour, and shall not have reference to weekly or permanent employees. It shall apply to the wharves and grain stores at the Bluff. <box>800 1459 945 1988</box>
article-paragraph: It is impossible yet to estimate the number of earthquake victims. <box>642 403 787 424</box>
article-dateline: Received 9, 12.45 a.m. <box>355 124 440 134</box>
article <box>642 611 787 750</box>
article-subheading: AN EXCURSION SMASH. <box>642 1389 787 1402</box>
article-dateline: By Cable—Press Association—Copyright. <box>659 654 770 674</box>
article-dateline: By Cable—Press Association—Copyright. <box>500 79 611 98</box>
article-paragraph: If your property is not insured call at or ring up the United Insurance Company, Ltd., Devon street. Telephone 138. W. Bellringer, district agent. Insurances effected on most favorable terms.—Advt. <box>959 2152 1104 2215</box>
article-dateline: By Telegraph—Press Association. <box>811 404 934 414</box>
article-paragraph: The management committee of the Federation of Trade Unions, in connection with the Osborne judgment condemns any amendment to the Trade Union Act enabling minorities to avoid the effect of the decision of majorities. It argues that such an amendment would be calculated to introduce disintegration and to complicate accounts relating to contributions and benefits. It emphasises the fact that trade unions are voluntary organisations, and maintains that the legislature is unjustified in interfering with the decisions of the majority relating to finance. <box>325 1007 470 1187</box>
article-dateline: London, January 7. <box>520 648 591 658</box>
article <box>7 688 153 877</box>
article-dateline: Received 8, 5.5 p.m. <box>677 1290 752 1300</box>
article-headline: WATERSIDE WORKERS' UNION <box>814 1394 931 1418</box>
article-dateline: Received 8, 5.5 p.m. <box>201 504 276 514</box>
article-paragraph: Deceased, who arrived in the Dominion about twelve months ago, is said to have been a very good swimmer. His relatives known here are Mr. Foott, of New Plymouth, and Mrs. Bishop, of Egmont road, uncle and aunt respectively. He lodged with the former, but on Saturday night he stayed with comrades at one of the camps on the beach. He was a well-built young man, of cheerful disposition, and a good swimmer, and it was difficult to account for the fatality. Dr. Reid, however, has stated that death was due to heart failure. Since coming to the Dominion deceased had resided in New Plymouth, and represented the Mutual and Citizens' Life Assurance Company. <box>959 312 1104 523</box>
article <box>800 46 945 356</box>
article-paragraph: The Timber Trade Journal publishes a letter from Otoo Remeks and Co., stating that there is great scarcity of joiners in Victoria. Competent men command 1s 4½d per hour, and hundreds of first-class tradesmen are able to get constant employment. The Journal states that other trades are short-handed, and condemns the Victorian Government for failing to make its requirements known. This is particularly surprising, it continues, in view of Canada's push-fulness. <box>642 827 787 974</box>
article-dateline: Teheran, January 7. <box>678 674 751 684</box>
article-dateline: Received 8, 5.5 p.m. <box>360 783 435 793</box>
article-dateline: London, January 6. <box>203 98 274 108</box>
article-subheading: A MISSING AERONAUT. <box>166 63 311 76</box>
article-dateline: Capetown, January 7. <box>675 1414 754 1424</box>
article-dateline: By Cable—Press Association—Copyright. <box>24 731 136 751</box>
article-subheading: DUE TO SPONTANEOUS COMBUSTION. <box>642 457 787 479</box>
article-dateline: By Telegraph—Press Association. <box>177 1424 300 1434</box>
article-paragraph: Mr. Wm. O'Brien, at Cork, declared that Mr. Birrell had frankly and publicly told the Irish people that even if the Lords adopted the Veto Bill three times running, he did not know of any Government that would guarantee Home Rule; but under no circumstances could Home Rule be a question of practical politics before another general election. If, in the face of that warning, the Irish swallowed the ridiculous promise of an Irish Parliament cheated his fellow-countrymen in America out of £40,000. <box>483 206 628 364</box>
article-subheading: FOREIGNERS CHARGED WITH MURDER. <box>7 406 153 428</box>
article-subheading: DENIAL BY "THE TIMES." <box>483 623 628 636</box>
article-dateline: London, January 8. <box>45 565 115 575</box>
article-subheading: YOUNG MAN DROWNED AT WEST END. <box>959 63 1104 85</box>
article-headline: CYCLONIC DISTURBANCE <box>333 1603 462 1615</box>
article-paragraph: Three doctors from over the sea after trying these pills upon me, said 'Taxo-Tonic' free prevails. Where our skill often fails. Which relief my tried and new. LAXO-TONIC PILLS 10½d and 1s 6d.—Obtainable at Bullock and Johnston's. <box>800 1991 945 2064</box>
article-subheading: FOREIGNERS WARNED OFF. <box>483 906 628 919</box>
article <box>483 369 628 591</box>
article-headline: MINERS ENTOMBED <box>189 613 288 625</box>
article-dateline: By Cable—Press Association—Copyright. <box>342 764 453 784</box>
article-headline: CANADA AND THE STATES <box>14 891 146 903</box>
article-subheading: THE ORIGIN OF THE GANG. <box>7 63 153 76</box>
article-headline: THE ANARCHIST SENSATION <box>9 46 151 57</box>
